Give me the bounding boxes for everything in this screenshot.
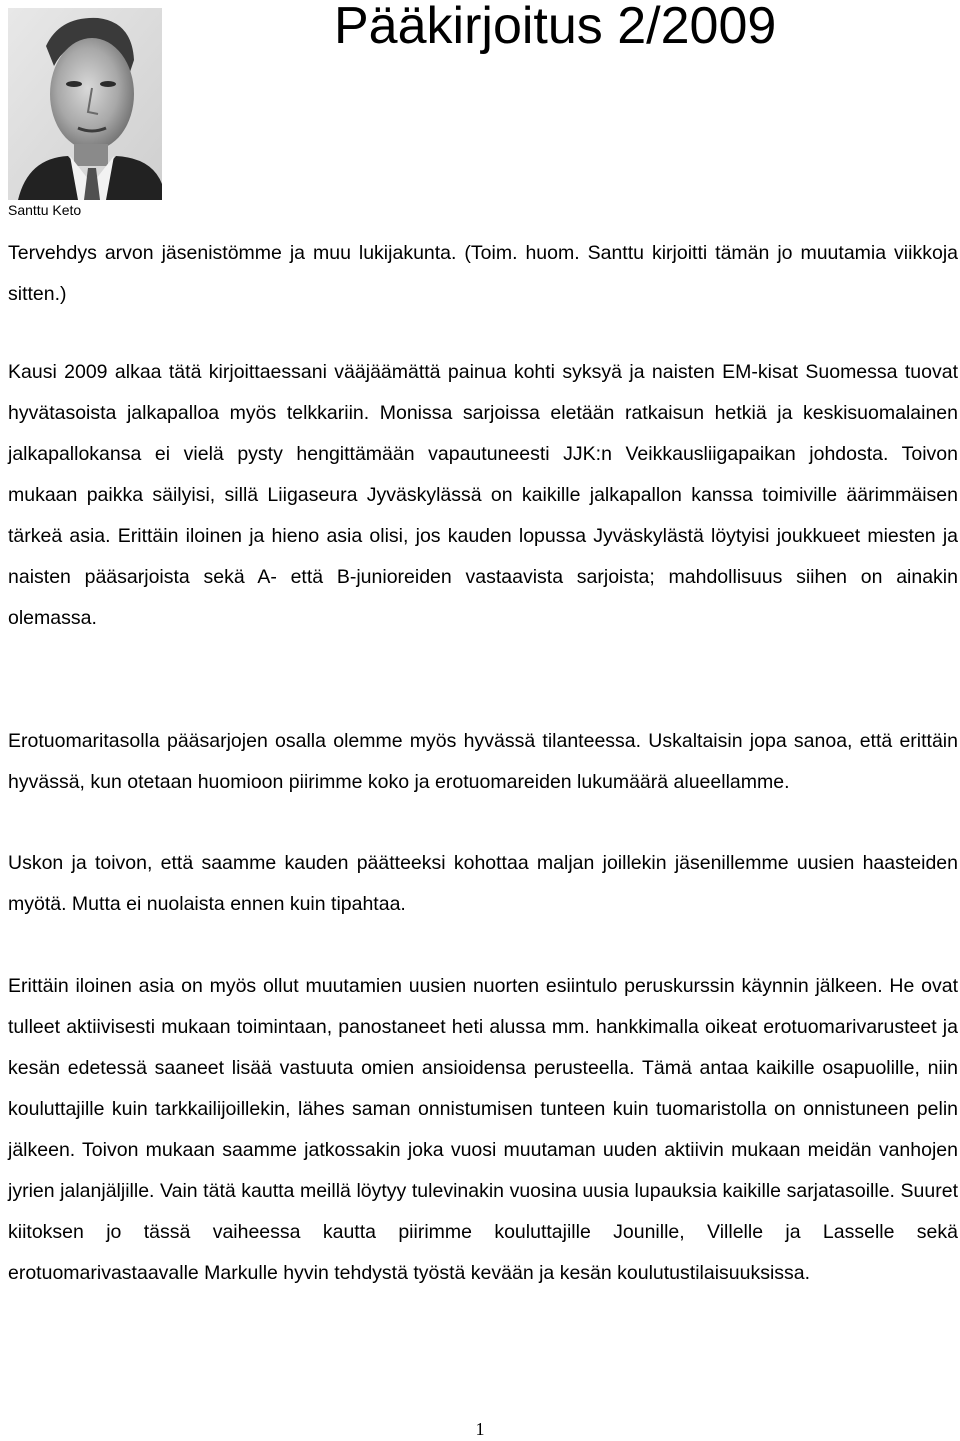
- paragraph-season: Kausi 2009 alkaa tätä kirjoittaessani vääjäämättä painua kohti syksyä ja naisten EM-kisat Suomessa tuovat hyvätasoista jalkapalloa myös telkkariin. Monissa sarjoissa eletään ratkaisun hetkiä ja keskisuomalainen jalkapallokansa ei vielä pysty hengittämään vapautuneesti JJK:n Veikkausliigapaikan johdosta. Toivon mukaan paikka säilyisi, sillä Liigaseura Jyväskylässä on kaikille jalkapallon kanssa toimiville äärimmäisen tärkeä asia. Erittäin iloinen ja hieno asia olisi, jos kauden lopussa Jyväskylästä löytyisi joukkueet miesten ja naisten pääsarjoista sekä A- että B-junioreiden vastaavista sarjoista; mahdollisuus siihen on ainakin olemassa.: [8, 361, 958, 629]
- page-title: Pääkirjoitus 2/2009: [334, 0, 777, 55]
- paragraph-hope: Uskon ja toivon, että saamme kauden päätteeksi kohottaa maljan joillekin jäsenillemme uusien haasteiden myötä. Mutta ei nuolaista ennen kuin tipahtaa.: [8, 852, 958, 915]
- paragraph-greeting: Tervehdys arvon jäsenistömme ja muu lukijakunta. (Toim. huom. Santtu kirjoitti tämän jo muutamia viikkoja sitten.): [8, 242, 958, 305]
- paragraph-new-referees: Erittäin iloinen asia on myös ollut muutamien uusien nuorten esiintulo peruskurssin käynnin jälkeen. He ovat tulleet aktiivisesti mukaan toimintaan, panostaneet heti alussa mm. hankkimalla oikeat erotuomarivarusteet ja kesän edetessä saaneet lisää vastuuta omien ansioidensa perusteella. Tämä antaa kaikille osapuolille, niin kouluttajille kuin tarkkailijoillekin, lähes saman onnistumisen tunteen kuin tuomaristolla on onnistuneen pelin jälkeen. Toivon mukaan saamme jatkossakin joka vuosi muutaman uuden aktiivin mukaan meidän vanhojen jyrien jalanjäljille. Vain tätä kautta meillä löytyy tulevinakin vuosina uusia lupauksia kaikille sarjatasoille. Suuret kiitoksen jo tässä vaiheessa kautta piirimme kouluttajille Jounille, Villelle ja Lasselle sekä erotuomarivastaavalle Markulle hyvin tehdystä työstä kevään ja kesän koulutustilaisuuksissa.: [8, 975, 958, 1284]
- author-caption: Santtu Keto: [8, 202, 82, 218]
- page-number: 1: [475, 1419, 485, 1439]
- paragraph-referees: Erotuomaritasolla pääsarjojen osalla olemme myös hyvässä tilanteessa. Uskaltaisin jopa sanoa, että erittäin hyvässä, kun otetaan huomioon piirimme koko ja erotuomareiden lukumäärä alueellamme.: [8, 730, 958, 793]
- author-portrait-icon: [8, 8, 162, 200]
- author-photo: [8, 8, 162, 200]
